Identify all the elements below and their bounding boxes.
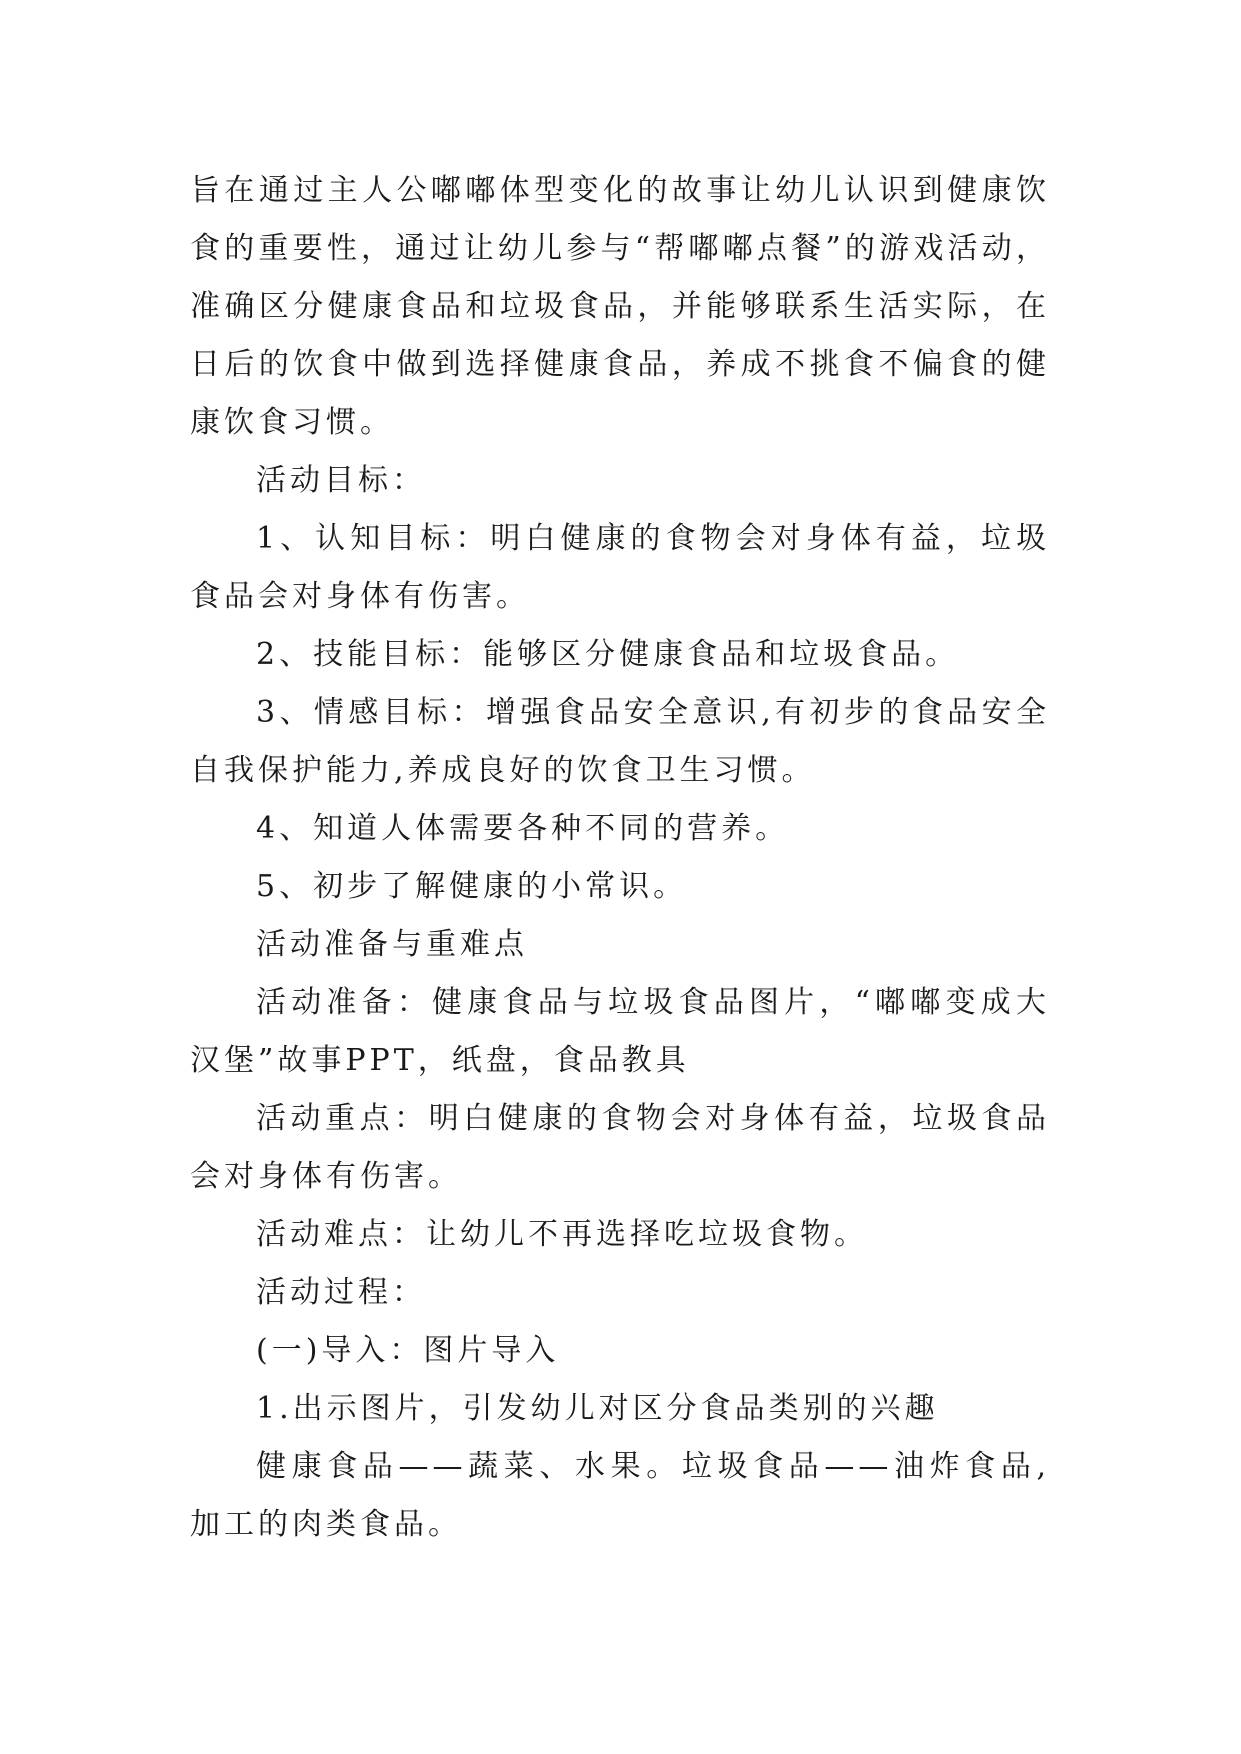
paragraph-goal-1: 1、认知目标：明白健康的食物会对身体有益，垃圾食品会对身体有伤害。 [190, 521, 1050, 614]
paragraph-goal-5: 5、初步了解健康的小常识。 [256, 869, 688, 904]
paragraph-step-1-1: 1.出示图片，引发幼儿对区分食品类别的兴趣 [256, 1391, 939, 1426]
paragraph-preparation: 活动准备：健康食品与垃圾食品图片，“嘟嘟变成大汉堡”故事PPT，纸盘，食品教具 [190, 985, 1050, 1078]
heading-preparation: 活动准备与重难点 [256, 927, 528, 962]
paragraph-key-point: 活动重点：明白健康的食物会对身体有益，垃圾食品会对身体有伤害。 [190, 1101, 1050, 1194]
paragraph-goal-4: 4、知道人体需要各种不同的营养。 [256, 811, 790, 846]
heading-step-1: (一)导入：图片导入 [256, 1333, 560, 1368]
heading-activity-goals: 活动目标： [256, 463, 426, 498]
paragraph-goal-2: 2、技能目标：能够区分健康食品和垃圾食品。 [256, 637, 960, 672]
document-body [190, 162, 1050, 1554]
paragraph-step-1-1-detail: 健康食品——蔬菜、水果。垃圾食品——油炸食品,加工的肉类食品。 [190, 1449, 1050, 1542]
heading-activity-process: 活动过程： [256, 1275, 426, 1310]
paragraph-goal-3: 3、情感目标：增强食品安全意识,有初步的食品安全自我保护能力,养成良好的饮食卫生习惯。 [190, 695, 1050, 788]
paragraph-difficulty: 活动难点：让幼儿不再选择吃垃圾食物。 [256, 1217, 868, 1252]
paragraph-intro: 旨在通过主人公嘟嘟体型变化的故事让幼儿认识到健康饮食的重要性，通过让幼儿参与“帮嘟嘟点餐”的游戏活动，准确区分健康食品和垃圾食品，并能够联系生活实际，在日后的饮食中做到选择健康食品，养成不挑食不偏食的健康饮食习惯。 [190, 173, 1050, 440]
